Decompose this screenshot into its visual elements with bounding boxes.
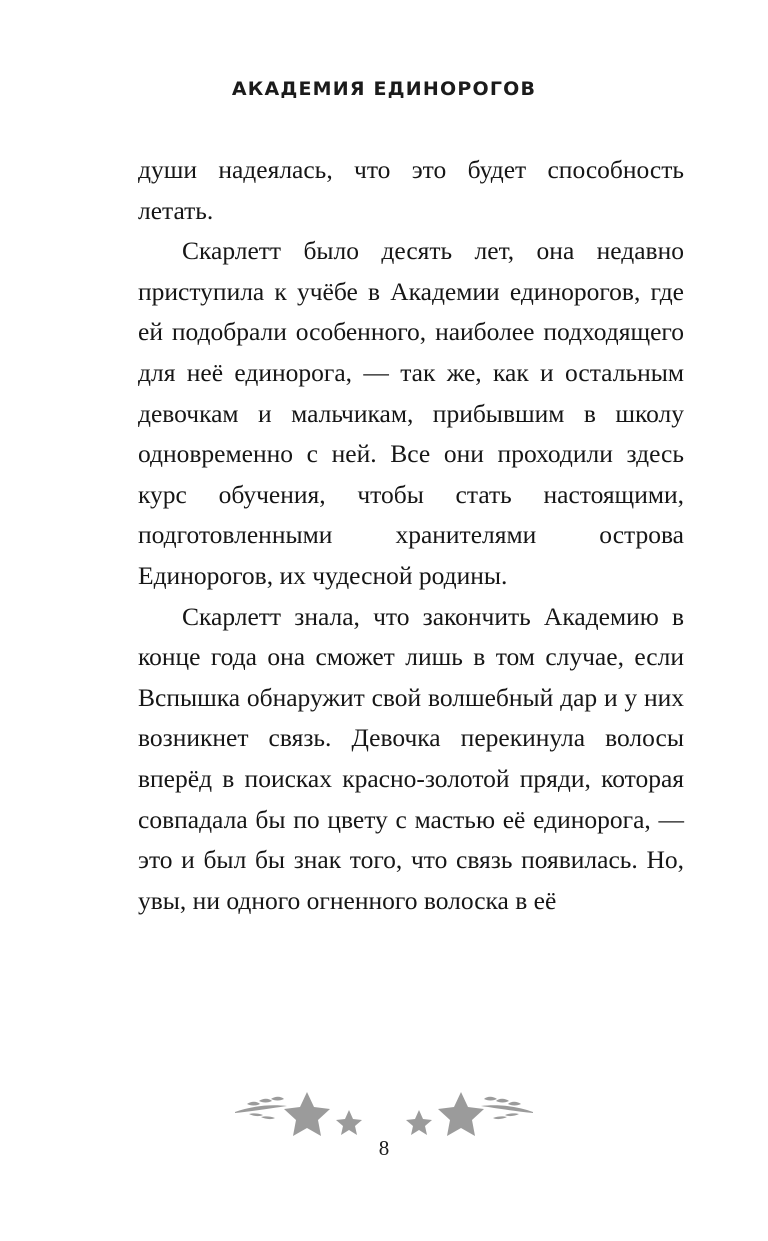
- paragraph: Скарлетт было десять лет, она недавно приступила к учёбе в Академии единорогов, где ей подобрали особенного, наиболее подходящего для неё единорога, — так же, как и остальным девочкам и мальчикам, прибывшим в школу одновременно с ней. Все они проходили здесь курс обучения, чтобы стать настоящими, подготовленными хранителями острова Единорогов, их чудесной родины.: [138, 236, 684, 590]
- page-number: 8: [378, 1136, 390, 1160]
- paragraph: души надеялась, что это будет способность летать.: [138, 155, 684, 225]
- leaf-and-stars-ornament: [0, 1090, 768, 1136]
- paragraph: Скарлетт знала, что закончить Академию в конце года она сможет лишь в том случае, если Вспышка обнаружит свой волшебный дар и у них возникнет связь. Девочка перекинула волосы вперёд в поисках красно-золотой пряди, которая совпадала бы по цвету с мастью её единорога, — это и был бы знак того, что связь появилась. Но, увы, ни одного огненного волоска в её: [138, 601, 684, 915]
- running-head: АКАДЕМИЯ ЕДИНОРОГОВ: [231, 78, 537, 100]
- page-body-text: [138, 150, 684, 921]
